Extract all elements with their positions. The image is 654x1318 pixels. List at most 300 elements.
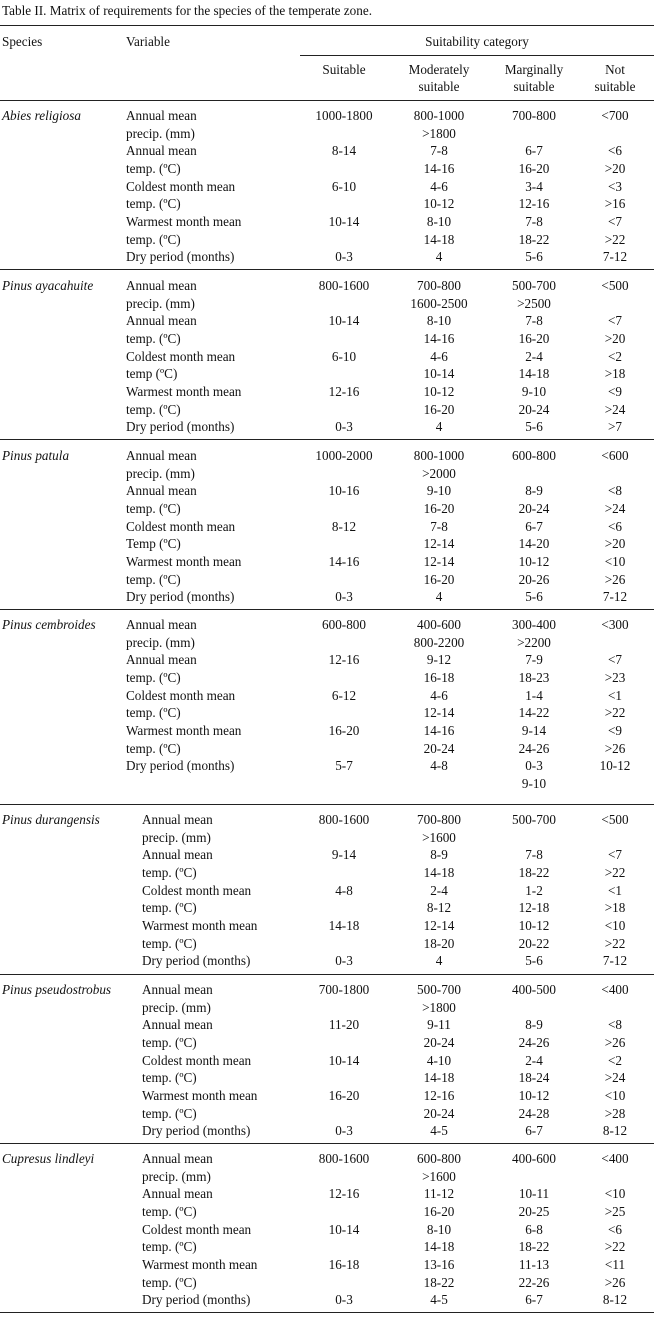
value-cell: 9-14 xyxy=(521,722,547,738)
section-rule xyxy=(0,609,654,610)
value-cell: 14-18 xyxy=(423,865,455,880)
value-cell: 6-7 xyxy=(525,518,543,534)
value-cell: 14-16 xyxy=(423,330,455,346)
value-cell: 6-10 xyxy=(331,178,357,194)
value-cell: 1-4 xyxy=(525,687,543,703)
value-cell: 1000-2000 xyxy=(315,448,373,463)
value-cell: 400-500 xyxy=(512,982,556,997)
value-cell: 14-18 xyxy=(518,366,550,382)
value-cell: >28 xyxy=(604,1105,626,1121)
value-cell: 1600-2500 xyxy=(410,295,468,311)
species-name: Abies religiosa xyxy=(2,108,81,123)
value-cell: <700 xyxy=(601,108,629,123)
value-cell: <7 xyxy=(607,313,623,329)
variable-label: Dry period (months) xyxy=(126,419,235,435)
section-rule xyxy=(0,1143,654,1144)
value-cell: 500-700 xyxy=(417,982,461,997)
species-name: Pinus durangensis xyxy=(2,812,100,827)
variable-label: precip. (mm) xyxy=(126,465,195,481)
value-cell: >24 xyxy=(604,500,626,516)
value-cell: 1000-1800 xyxy=(315,108,373,123)
section-rule xyxy=(0,804,654,805)
value-cell: >2500 xyxy=(517,295,551,311)
value-cell: 8-10 xyxy=(426,313,452,329)
value-cell: 8-12 xyxy=(602,1123,628,1139)
value-cell: 4 xyxy=(435,249,443,265)
value-cell: 10-14 xyxy=(328,313,360,329)
value-cell: 600-800 xyxy=(512,448,556,463)
value-cell: 4-10 xyxy=(426,1052,452,1068)
value-cell: 800-1600 xyxy=(318,278,370,293)
value-cell: 2-4 xyxy=(430,882,448,898)
variable-label: Temp (ºC) xyxy=(126,536,181,552)
value-cell: 5-7 xyxy=(335,758,353,774)
value-cell: 4 xyxy=(435,589,443,605)
value-cell: 14-18 xyxy=(423,1070,455,1086)
value-cell: <2 xyxy=(607,1052,623,1068)
variable-label: Warmest month mean xyxy=(126,213,242,229)
value-cell: 4-6 xyxy=(430,178,448,194)
value-cell: <10 xyxy=(604,917,626,933)
value-cell: 16-20 xyxy=(423,401,455,417)
variable-label: temp. (ºC) xyxy=(126,670,181,685)
value-cell: 0-3 xyxy=(525,758,543,774)
value-cell: 20-26 xyxy=(518,571,550,587)
value-cell: 18-22 xyxy=(518,865,550,880)
value-cell: 600-800 xyxy=(322,617,366,632)
value-cell: 10-12 xyxy=(423,196,455,212)
value-cell: 9-12 xyxy=(426,652,452,668)
value-cell: >18 xyxy=(604,900,626,916)
variable-label: Coldest month mean xyxy=(142,882,252,898)
value-cell: 400-600 xyxy=(417,617,461,632)
value-cell: <2 xyxy=(607,348,623,364)
value-cell: 400-600 xyxy=(512,1151,556,1166)
value-cell: 12-14 xyxy=(423,917,455,933)
value-cell: 700-800 xyxy=(512,108,556,123)
value-cell: 4 xyxy=(435,419,443,435)
value-cell: >16 xyxy=(604,196,626,212)
variable-label: temp (ºC) xyxy=(126,366,178,382)
value-cell: 18-22 xyxy=(518,231,550,247)
value-cell: 20-24 xyxy=(423,740,455,756)
value-cell: >1600 xyxy=(422,1168,456,1184)
value-cell: 20-25 xyxy=(518,1204,550,1219)
value-cell: >24 xyxy=(604,401,626,417)
value-cell: 800-1600 xyxy=(318,812,370,827)
variable-label: Dry period (months) xyxy=(142,953,251,969)
section-rule xyxy=(0,269,654,270)
value-cell: 6-12 xyxy=(331,687,357,703)
value-cell: <8 xyxy=(607,483,623,499)
value-cell: 2-4 xyxy=(525,348,543,364)
variable-label: temp. (ºC) xyxy=(142,1070,197,1086)
value-cell: 13-16 xyxy=(423,1256,455,1272)
value-cell: <6 xyxy=(607,518,623,534)
variable-label: Annual mean xyxy=(126,448,197,463)
value-cell: 300-400 xyxy=(512,617,556,632)
value-cell: 1-2 xyxy=(525,882,543,898)
value-cell: 11-20 xyxy=(328,1017,360,1033)
variable-label: Annual mean xyxy=(142,1186,213,1202)
value-cell: 14-18 xyxy=(423,231,455,247)
value-cell: >1800 xyxy=(422,999,456,1015)
value-cell: 18-20 xyxy=(423,935,455,951)
value-cell: 8-12 xyxy=(426,900,452,916)
value-cell: 18-24 xyxy=(518,1070,550,1086)
value-cell: 11-13 xyxy=(518,1256,550,1272)
value-cell: 6-7 xyxy=(525,143,543,159)
value-cell: >22 xyxy=(604,705,626,721)
variable-label: temp. (ºC) xyxy=(142,1035,197,1050)
section-rule xyxy=(0,439,654,440)
variable-label: temp. (ºC) xyxy=(142,935,197,951)
value-cell: 8-9 xyxy=(430,847,448,863)
value-cell: 10-12 xyxy=(518,1087,550,1103)
value-cell: >22 xyxy=(604,1239,626,1255)
value-cell: 14-16 xyxy=(423,160,455,176)
value-cell: 8-12 xyxy=(602,1292,628,1308)
value-cell: 0-3 xyxy=(335,589,353,605)
value-cell: 16-20 xyxy=(328,1087,360,1103)
value-cell: >26 xyxy=(604,740,626,756)
value-cell: <8 xyxy=(607,1017,623,1033)
value-cell: 24-26 xyxy=(518,740,550,756)
value-cell: 0-3 xyxy=(335,1123,353,1139)
variable-label: Dry period (months) xyxy=(142,1292,251,1308)
species-name: Pinus pseudostrobus xyxy=(2,982,112,997)
header-suitability-category: Suitability category xyxy=(425,34,529,49)
variable-label: Coldest month mean xyxy=(126,178,236,194)
header-suitable: Suitable xyxy=(322,62,366,77)
variable-label: temp. (ºC) xyxy=(142,1204,197,1219)
variable-label: Warmest month mean xyxy=(126,553,242,569)
value-cell: <500 xyxy=(601,278,629,293)
variable-label: precip. (mm) xyxy=(126,125,195,141)
value-cell: 3-4 xyxy=(525,178,543,194)
section-rule xyxy=(0,1312,654,1313)
value-cell: 4 xyxy=(435,953,443,969)
value-cell: 11-12 xyxy=(423,1186,455,1202)
header-species: Species xyxy=(2,34,43,49)
value-cell: 10-14 xyxy=(423,366,455,382)
variable-label: Annual mean xyxy=(126,313,197,329)
value-cell: 7-8 xyxy=(525,213,543,229)
value-cell: 10-11 xyxy=(518,1186,550,1202)
value-cell: >22 xyxy=(604,935,626,951)
value-cell: 18-22 xyxy=(518,1239,550,1255)
value-cell: 12-16 xyxy=(328,652,360,668)
header-marginally-1: Marginally xyxy=(504,62,564,77)
variable-label: Annual mean xyxy=(142,982,213,997)
value-cell: 16-20 xyxy=(328,722,360,738)
value-cell: 16-20 xyxy=(423,571,455,587)
value-cell: >22 xyxy=(604,865,626,880)
value-cell: >25 xyxy=(604,1204,626,1219)
value-cell: 24-28 xyxy=(518,1105,550,1121)
variable-label: temp. (ºC) xyxy=(126,160,181,176)
value-cell: 10-12 xyxy=(423,383,455,399)
value-cell: 8-12 xyxy=(331,518,357,534)
value-cell: 22-26 xyxy=(518,1274,550,1290)
variable-label: temp. (ºC) xyxy=(126,500,181,516)
value-cell: 5-6 xyxy=(525,249,543,265)
value-cell: <400 xyxy=(601,1151,629,1166)
variable-label: Annual mean xyxy=(142,847,213,863)
value-cell: 14-18 xyxy=(328,917,360,933)
value-cell: 12-16 xyxy=(423,1087,455,1103)
value-cell: >18 xyxy=(604,366,626,382)
value-cell: 12-14 xyxy=(423,705,455,721)
value-cell: 16-20 xyxy=(423,1204,455,1219)
value-cell: 7-12 xyxy=(602,589,628,605)
value-cell: 16-20 xyxy=(423,500,455,516)
value-cell: 18-22 xyxy=(423,1274,455,1290)
variable-label: Dry period (months) xyxy=(142,1123,251,1139)
value-cell: >2000 xyxy=(422,465,456,481)
value-cell: 12-16 xyxy=(518,196,550,212)
value-cell: 6-8 xyxy=(525,1221,543,1237)
value-cell: 800-1000 xyxy=(413,448,465,463)
value-cell: 0-3 xyxy=(335,419,353,435)
variable-label: Warmest month mean xyxy=(142,917,258,933)
variable-label: temp. (ºC) xyxy=(126,231,181,247)
variable-label: temp. (ºC) xyxy=(126,571,181,587)
value-cell: >26 xyxy=(604,1274,626,1290)
value-cell: 4-6 xyxy=(430,348,448,364)
value-cell: 10-12 xyxy=(599,758,631,774)
value-cell: >1800 xyxy=(422,125,456,141)
value-cell: <9 xyxy=(607,722,623,738)
header-moderately-2: suitable xyxy=(418,79,460,94)
value-cell: 6-7 xyxy=(525,1123,543,1139)
value-cell: 9-10 xyxy=(426,483,452,499)
value-cell: <10 xyxy=(604,1186,626,1202)
value-cell: <1 xyxy=(607,687,623,703)
value-cell: 12-14 xyxy=(423,536,455,552)
value-cell: 2-4 xyxy=(525,1052,543,1068)
value-cell: 800-1600 xyxy=(318,1151,370,1166)
value-cell: <1 xyxy=(607,882,623,898)
value-cell: 8-9 xyxy=(525,483,543,499)
value-cell: 16-20 xyxy=(518,160,550,176)
value-cell: 14-20 xyxy=(518,536,550,552)
value-cell: 18-23 xyxy=(518,670,550,685)
value-cell: 7-8 xyxy=(525,313,543,329)
value-cell: <6 xyxy=(607,1221,623,1237)
value-cell: 10-14 xyxy=(328,213,360,229)
variable-label: precip. (mm) xyxy=(142,829,211,845)
variable-label: Coldest month mean xyxy=(126,687,236,703)
value-cell: 5-6 xyxy=(525,953,543,969)
value-cell: 4-8 xyxy=(335,882,353,898)
variable-label: Warmest month mean xyxy=(126,383,242,399)
value-cell: 14-22 xyxy=(518,705,550,721)
top-rule xyxy=(0,25,654,26)
variable-label: Dry period (months) xyxy=(126,758,235,774)
variable-label: temp. (ºC) xyxy=(126,401,181,417)
value-cell: 24-26 xyxy=(518,1035,550,1050)
value-cell: 9-10 xyxy=(521,775,547,791)
value-cell: 7-12 xyxy=(602,953,628,969)
species-name: Cupresus lindleyi xyxy=(2,1151,95,1166)
value-cell: 7-12 xyxy=(602,249,628,265)
value-cell: <10 xyxy=(604,553,626,569)
value-cell: 6-10 xyxy=(331,348,357,364)
variable-label: Annual mean xyxy=(126,108,197,123)
value-cell: 14-16 xyxy=(423,722,455,738)
value-cell: 7-9 xyxy=(525,652,543,668)
value-cell: 8-10 xyxy=(426,213,452,229)
value-cell: 0-3 xyxy=(335,953,353,969)
value-cell: 12-18 xyxy=(518,900,550,916)
value-cell: 700-1800 xyxy=(318,982,370,997)
variable-label: Dry period (months) xyxy=(126,589,235,605)
variable-label: temp. (ºC) xyxy=(142,865,197,880)
value-cell: 10-16 xyxy=(328,483,360,499)
variable-label: precip. (mm) xyxy=(126,295,195,311)
value-cell: 4-5 xyxy=(430,1292,448,1308)
value-cell: 10-12 xyxy=(518,553,550,569)
variable-label: Annual mean xyxy=(142,1017,213,1033)
value-cell: 800-1000 xyxy=(413,108,465,123)
value-cell: 8-9 xyxy=(525,1017,543,1033)
variable-label: temp. (ºC) xyxy=(126,330,181,346)
variable-label: precip. (mm) xyxy=(142,1168,211,1184)
variable-label: temp. (ºC) xyxy=(142,1274,197,1290)
value-cell: 8-14 xyxy=(331,143,357,159)
value-cell: >1600 xyxy=(422,829,456,845)
value-cell: 20-24 xyxy=(518,401,550,417)
value-cell: <300 xyxy=(601,617,629,632)
variable-label: precip. (mm) xyxy=(126,634,195,650)
variable-label: Annual mean xyxy=(126,617,197,632)
value-cell: >24 xyxy=(604,1070,626,1086)
value-cell: <9 xyxy=(607,383,623,399)
value-cell: 500-700 xyxy=(512,278,556,293)
value-cell: <7 xyxy=(607,213,623,229)
value-cell: 9-11 xyxy=(427,1017,451,1033)
value-cell: 10-12 xyxy=(518,917,550,933)
variable-label: Warmest month mean xyxy=(142,1256,258,1272)
value-cell: <11 xyxy=(604,1256,626,1272)
value-cell: <10 xyxy=(604,1087,626,1103)
value-cell: >2200 xyxy=(517,634,551,650)
value-cell: >26 xyxy=(604,1035,626,1050)
value-cell: 9-14 xyxy=(331,847,357,863)
variable-label: Annual mean xyxy=(126,143,197,159)
variable-label: Annual mean xyxy=(126,652,197,668)
value-cell: 4-5 xyxy=(430,1123,448,1139)
value-cell: 12-16 xyxy=(328,1186,360,1202)
value-cell: <7 xyxy=(607,652,623,668)
variable-label: temp. (ºC) xyxy=(142,1239,197,1255)
value-cell: 7-8 xyxy=(430,518,448,534)
value-cell: 0-3 xyxy=(335,1292,353,1308)
value-cell: 20-24 xyxy=(423,1105,455,1121)
value-cell: <6 xyxy=(607,143,623,159)
value-cell: 600-800 xyxy=(417,1151,461,1166)
value-cell: 16-18 xyxy=(328,1256,360,1272)
value-cell: >7 xyxy=(607,419,623,435)
value-cell: 12-16 xyxy=(328,383,360,399)
header-not-2: suitable xyxy=(594,79,636,94)
header-not-1: Not xyxy=(605,62,625,77)
variable-label: Annual mean xyxy=(126,278,197,293)
value-cell: 700-800 xyxy=(417,812,461,827)
value-cell: 500-700 xyxy=(512,812,556,827)
value-cell: 5-6 xyxy=(525,419,543,435)
value-cell: >20 xyxy=(604,330,626,346)
value-cell: 7-8 xyxy=(525,847,543,863)
value-cell: 7-8 xyxy=(430,143,448,159)
value-cell: >20 xyxy=(604,536,626,552)
variable-label: temp. (ºC) xyxy=(142,1105,197,1121)
header-moderately-1: Moderately xyxy=(408,62,470,77)
value-cell: 10-14 xyxy=(328,1221,360,1237)
variable-label: Warmest month mean xyxy=(142,1087,258,1103)
species-name: Pinus cembroides xyxy=(2,617,96,632)
category-rule xyxy=(300,55,654,56)
variable-label: Coldest month mean xyxy=(142,1221,252,1237)
value-cell: 4-8 xyxy=(430,758,448,774)
value-cell: 800-2200 xyxy=(413,634,465,650)
variable-label: Annual mean xyxy=(126,483,197,499)
section-rule xyxy=(0,974,654,975)
value-cell: >22 xyxy=(604,231,626,247)
value-cell: >20 xyxy=(604,160,626,176)
value-cell: 5-6 xyxy=(525,589,543,605)
value-cell: 16-20 xyxy=(518,330,550,346)
value-cell: 12-14 xyxy=(423,553,455,569)
header-rule xyxy=(0,100,654,101)
value-cell: >26 xyxy=(604,571,626,587)
value-cell: 8-10 xyxy=(426,1221,452,1237)
value-cell: <400 xyxy=(601,982,629,997)
value-cell: 20-22 xyxy=(518,935,550,951)
value-cell: 20-24 xyxy=(423,1035,455,1050)
variable-label: Coldest month mean xyxy=(126,348,236,364)
variable-label: Annual mean xyxy=(142,812,213,827)
variable-label: Dry period (months) xyxy=(126,249,235,265)
variable-label: temp. (ºC) xyxy=(126,740,181,756)
species-name: Pinus ayacahuite xyxy=(2,278,94,293)
variable-label: Coldest month mean xyxy=(142,1052,252,1068)
value-cell: 9-10 xyxy=(521,383,547,399)
value-cell: <500 xyxy=(601,812,629,827)
value-cell: 14-16 xyxy=(328,553,360,569)
value-cell: 6-7 xyxy=(525,1292,543,1308)
value-cell: <3 xyxy=(607,178,623,194)
variable-label: temp. (ºC) xyxy=(126,705,181,721)
variable-label: temp. (ºC) xyxy=(126,196,181,212)
value-cell: 20-24 xyxy=(518,500,550,516)
value-cell: 0-3 xyxy=(335,249,353,265)
header-variable: Variable xyxy=(126,34,170,49)
value-cell: 14-18 xyxy=(423,1239,455,1255)
value-cell: 10-14 xyxy=(328,1052,360,1068)
value-cell: 4-6 xyxy=(430,687,448,703)
value-cell: <600 xyxy=(601,448,629,463)
value-cell: <7 xyxy=(607,847,623,863)
variable-label: temp. (ºC) xyxy=(142,900,197,916)
value-cell: 16-18 xyxy=(423,670,455,685)
variable-label: precip. (mm) xyxy=(142,999,211,1015)
header-marginally-2: suitable xyxy=(513,79,555,94)
species-name: Pinus patula xyxy=(2,448,70,463)
variable-label: Warmest month mean xyxy=(126,722,242,738)
variable-label: Coldest month mean xyxy=(126,518,236,534)
